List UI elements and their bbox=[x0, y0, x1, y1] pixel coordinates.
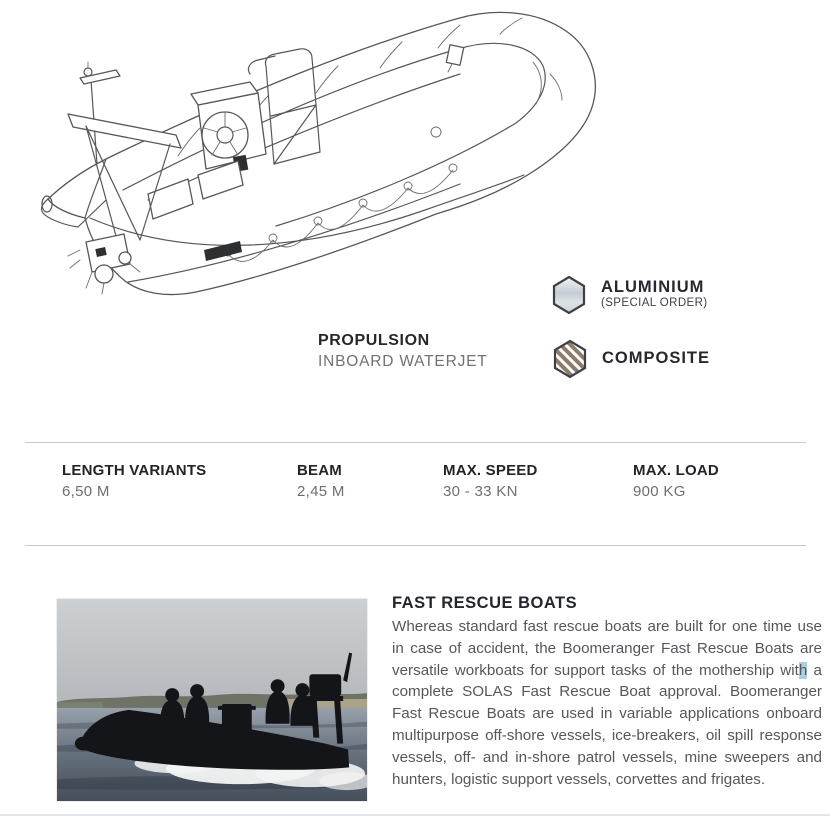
mast-and-light bbox=[80, 62, 120, 164]
aluminium-note: (SPECIAL ORDER) bbox=[601, 297, 708, 309]
spec-max-speed bbox=[443, 461, 538, 502]
spec-max-load bbox=[633, 461, 719, 502]
page-bottom-rule bbox=[0, 814, 830, 816]
spec-value: 900 KG bbox=[633, 483, 686, 500]
spec-length-variants bbox=[62, 461, 206, 502]
aluminium-hexagon-icon bbox=[551, 275, 587, 315]
propulsion-label: PROPULSION bbox=[318, 332, 430, 349]
spec-label: BEAM bbox=[297, 462, 342, 479]
article-body-post: a complete SOLAS Fast Rescue Boat approval. Boomeranger Fast Rescue Boats are used in variable applications onboard multipurpose off-shore vessels, ice-breakers, oil spill response vessels, off- and in-shore patrol vessels, mine sweepers and hunters, logistic support vessels, corvettes and frigates. bbox=[392, 661, 822, 788]
rescue-boat-photo-graphic bbox=[57, 599, 367, 801]
spec-value: 30 - 33 KN bbox=[443, 483, 518, 500]
article-body-highlighted-char: h bbox=[798, 661, 808, 679]
divider-top bbox=[25, 442, 806, 443]
article-body bbox=[392, 616, 822, 790]
spec-label: LENGTH VARIANTS bbox=[62, 462, 207, 479]
rescue-boat-photo bbox=[56, 598, 368, 802]
propulsion-block bbox=[318, 331, 488, 372]
spec-value: 2,45 M bbox=[297, 483, 345, 500]
divider-bottom bbox=[25, 545, 806, 546]
spec-beam bbox=[297, 461, 345, 502]
spec-label: MAX. LOAD bbox=[633, 462, 719, 479]
aluminium-label: ALUMINIUM bbox=[601, 278, 705, 296]
article bbox=[392, 592, 822, 790]
spec-label: MAX. SPEED bbox=[443, 462, 538, 479]
propulsion-value: INBOARD WATERJET bbox=[318, 353, 488, 370]
composite-label: COMPOSITE bbox=[602, 349, 711, 367]
spec-value: 6,50 M bbox=[62, 483, 110, 500]
material-composite bbox=[552, 339, 710, 379]
article-title: FAST RESCUE BOATS bbox=[392, 594, 578, 612]
material-aluminium bbox=[551, 275, 708, 315]
composite-hexagon-icon bbox=[552, 339, 588, 379]
article-body-pre: Whereas standard fast rescue boats are built for one time use in case of accident, the Boomeranger Fast Rescue Boats are versatile workboats for support tasks of the mothership wit bbox=[392, 618, 822, 679]
